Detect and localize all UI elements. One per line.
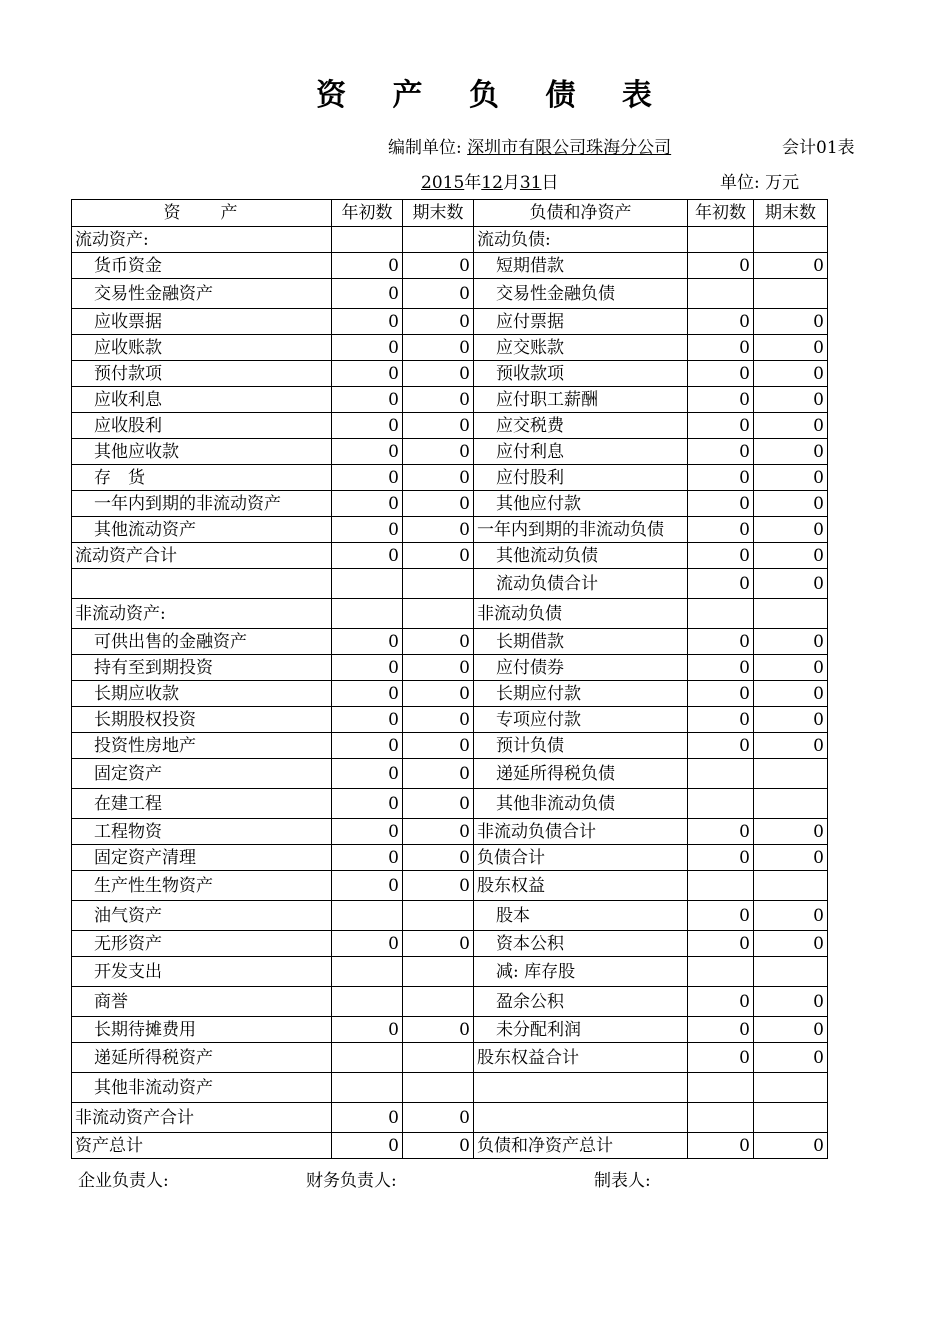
asset-begin — [332, 569, 403, 599]
compiling-unit — [388, 133, 671, 158]
liability-end — [754, 957, 828, 987]
table-row — [72, 901, 828, 931]
liability-name: 应付股利 — [474, 465, 688, 491]
liability-name: 盈余公积 — [474, 987, 688, 1017]
asset-begin: 0 — [332, 543, 403, 569]
liability-end: 0 — [754, 733, 828, 759]
asset-end — [403, 957, 474, 987]
liability-name: 流动负债: — [474, 227, 688, 253]
liability-end: 0 — [754, 543, 828, 569]
liability-name: 应付职工薪酬 — [474, 387, 688, 413]
liability-begin: 0 — [688, 491, 754, 517]
asset-name: 存 货 — [72, 465, 332, 491]
asset-begin: 0 — [332, 253, 403, 279]
asset-begin — [332, 599, 403, 629]
liability-end: 0 — [754, 681, 828, 707]
signature-finance-head: 财务负责人: — [306, 1171, 397, 1191]
asset-end: 0 — [403, 1017, 474, 1043]
asset-begin: 0 — [332, 279, 403, 309]
compiling-unit-name: 深圳市有限公司珠海分公司 — [467, 138, 672, 158]
table-row — [72, 279, 828, 309]
asset-end: 0 — [403, 733, 474, 759]
liability-end: 0 — [754, 901, 828, 931]
asset-name: 其他非流动资产 — [72, 1073, 332, 1103]
asset-begin: 0 — [332, 733, 403, 759]
table-row — [72, 335, 828, 361]
asset-name: 商誉 — [72, 987, 332, 1017]
month-suffix: 月 — [502, 173, 520, 193]
asset-end: 0 — [403, 543, 474, 569]
liability-end — [754, 227, 828, 253]
asset-begin — [332, 227, 403, 253]
liability-end — [754, 1103, 828, 1133]
asset-name: 工程物资 — [72, 819, 332, 845]
asset-begin — [332, 957, 403, 987]
liability-name: 股本 — [474, 901, 688, 931]
liability-end: 0 — [754, 413, 828, 439]
liability-begin: 0 — [688, 413, 754, 439]
table-row — [72, 845, 828, 871]
asset-begin — [332, 987, 403, 1017]
asset-name: 一年内到期的非流动资产 — [72, 491, 332, 517]
liability-begin: 0 — [688, 387, 754, 413]
asset-end: 0 — [403, 439, 474, 465]
signature-company-head: 企业负责人: — [78, 1171, 169, 1191]
asset-end: 0 — [403, 681, 474, 707]
asset-end — [403, 227, 474, 253]
asset-begin: 0 — [332, 1017, 403, 1043]
liability-name: 应交账款 — [474, 335, 688, 361]
liability-begin: 0 — [688, 681, 754, 707]
liability-begin — [688, 957, 754, 987]
table-row — [72, 1073, 828, 1103]
asset-end: 0 — [403, 361, 474, 387]
liability-name: 长期借款 — [474, 629, 688, 655]
liability-begin: 0 — [688, 335, 754, 361]
asset-end: 0 — [403, 309, 474, 335]
liability-name — [474, 1073, 688, 1103]
compiling-unit-label: 编制单位: — [388, 138, 462, 158]
table-row — [72, 789, 828, 819]
asset-begin — [332, 901, 403, 931]
asset-begin: 0 — [332, 413, 403, 439]
asset-begin: 0 — [332, 517, 403, 543]
liability-begin: 0 — [688, 517, 754, 543]
liability-name: 股东权益 — [474, 871, 688, 901]
asset-begin: 0 — [332, 387, 403, 413]
table-row — [72, 1017, 828, 1043]
asset-begin: 0 — [332, 629, 403, 655]
liability-begin: 0 — [688, 309, 754, 335]
liability-end: 0 — [754, 517, 828, 543]
liability-end: 0 — [754, 931, 828, 957]
table-row — [72, 569, 828, 599]
liability-end — [754, 1073, 828, 1103]
report-month: 12 — [481, 173, 503, 193]
col-header-asset-end: 期末数 — [403, 200, 474, 227]
liability-begin: 0 — [688, 707, 754, 733]
currency-unit: 单位: 万元 — [720, 173, 800, 193]
liability-end: 0 — [754, 361, 828, 387]
col-header-assets: 资 产 — [72, 200, 332, 227]
liability-end: 0 — [754, 253, 828, 279]
liability-end — [754, 599, 828, 629]
liability-name: 预计负债 — [474, 733, 688, 759]
table-row — [72, 361, 828, 387]
asset-name: 可供出售的金融资产 — [72, 629, 332, 655]
asset-name: 长期股权投资 — [72, 707, 332, 733]
liability-begin: 0 — [688, 733, 754, 759]
liability-begin — [688, 789, 754, 819]
liability-begin — [688, 1073, 754, 1103]
liability-end: 0 — [754, 335, 828, 361]
liability-begin: 0 — [688, 987, 754, 1017]
asset-name: 其他应收款 — [72, 439, 332, 465]
asset-name: 预付款项 — [72, 361, 332, 387]
liability-name: 一年内到期的非流动负债 — [474, 517, 688, 543]
asset-begin: 0 — [332, 819, 403, 845]
liability-name: 递延所得税负债 — [474, 759, 688, 789]
liability-end — [754, 789, 828, 819]
table-row — [72, 733, 828, 759]
asset-end: 0 — [403, 707, 474, 733]
report-year: 2015 — [421, 173, 465, 193]
asset-end: 0 — [403, 845, 474, 871]
asset-name: 生产性生物资产 — [72, 871, 332, 901]
asset-end — [403, 901, 474, 931]
liability-name: 应付票据 — [474, 309, 688, 335]
asset-end: 0 — [403, 413, 474, 439]
asset-end: 0 — [403, 279, 474, 309]
asset-name: 资产总计 — [72, 1133, 332, 1159]
asset-begin: 0 — [332, 309, 403, 335]
page-title: 资 产 负 债 表 — [316, 78, 670, 113]
asset-begin: 0 — [332, 789, 403, 819]
asset-end: 0 — [403, 1103, 474, 1133]
report-day: 31 — [519, 173, 542, 193]
liability-end: 0 — [754, 1133, 828, 1159]
liability-name: 负债合计 — [474, 845, 688, 871]
asset-name: 流动资产合计 — [72, 543, 332, 569]
asset-end: 0 — [403, 871, 474, 901]
asset-name: 应收账款 — [72, 335, 332, 361]
liability-begin: 0 — [688, 543, 754, 569]
table-row — [72, 819, 828, 845]
day-suffix: 日 — [541, 173, 559, 193]
liability-end: 0 — [754, 387, 828, 413]
liability-name: 其他流动负债 — [474, 543, 688, 569]
liability-begin: 0 — [688, 901, 754, 931]
liability-begin: 0 — [688, 629, 754, 655]
liability-begin: 0 — [688, 655, 754, 681]
liability-begin: 0 — [688, 1017, 754, 1043]
table-row — [72, 1103, 828, 1133]
liability-begin: 0 — [688, 931, 754, 957]
liability-name: 股东权益合计 — [474, 1043, 688, 1073]
liability-end: 0 — [754, 491, 828, 517]
asset-end: 0 — [403, 491, 474, 517]
asset-name: 在建工程 — [72, 789, 332, 819]
table-row — [72, 227, 828, 253]
asset-begin: 0 — [332, 491, 403, 517]
liability-begin: 0 — [688, 845, 754, 871]
table-row — [72, 987, 828, 1017]
table-row — [72, 465, 828, 491]
asset-begin: 0 — [332, 465, 403, 491]
asset-end: 0 — [403, 655, 474, 681]
liability-name: 短期借款 — [474, 253, 688, 279]
liability-begin: 0 — [688, 465, 754, 491]
liability-name: 应付债券 — [474, 655, 688, 681]
asset-end — [403, 1043, 474, 1073]
table-row — [72, 253, 828, 279]
liability-name: 其他非流动负债 — [474, 789, 688, 819]
asset-end: 0 — [403, 253, 474, 279]
liability-end: 0 — [754, 465, 828, 491]
asset-name: 非流动资产合计 — [72, 1103, 332, 1133]
asset-name: 固定资产 — [72, 759, 332, 789]
asset-begin: 0 — [332, 759, 403, 789]
liability-name — [474, 1103, 688, 1133]
asset-name: 长期待摊费用 — [72, 1017, 332, 1043]
liability-name: 资本公积 — [474, 931, 688, 957]
liability-begin — [688, 1103, 754, 1133]
asset-begin: 0 — [332, 1103, 403, 1133]
liability-name: 其他应付款 — [474, 491, 688, 517]
liability-name: 非流动负债 — [474, 599, 688, 629]
liability-end: 0 — [754, 439, 828, 465]
liability-end — [754, 279, 828, 309]
liability-name: 应付利息 — [474, 439, 688, 465]
asset-name: 投资性房地产 — [72, 733, 332, 759]
asset-begin: 0 — [332, 655, 403, 681]
asset-name: 非流动资产: — [72, 599, 332, 629]
asset-begin: 0 — [332, 681, 403, 707]
liability-begin — [688, 599, 754, 629]
table-row — [72, 759, 828, 789]
table-row — [72, 543, 828, 569]
col-header-liab-end: 期末数 — [754, 200, 828, 227]
liability-end: 0 — [754, 309, 828, 335]
liability-begin — [688, 227, 754, 253]
asset-end: 0 — [403, 629, 474, 655]
report-date — [421, 168, 559, 193]
asset-begin — [332, 1073, 403, 1103]
asset-end — [403, 987, 474, 1017]
liability-end: 0 — [754, 1017, 828, 1043]
asset-name: 递延所得税资产 — [72, 1043, 332, 1073]
table-row — [72, 957, 828, 987]
asset-end: 0 — [403, 517, 474, 543]
liability-name: 应交税费 — [474, 413, 688, 439]
liability-name: 交易性金融负债 — [474, 279, 688, 309]
liability-end: 0 — [754, 845, 828, 871]
table-row — [72, 629, 828, 655]
table-row — [72, 681, 828, 707]
liability-begin: 0 — [688, 253, 754, 279]
liability-begin — [688, 759, 754, 789]
asset-begin: 0 — [332, 931, 403, 957]
asset-end: 0 — [403, 759, 474, 789]
form-code: 会计01表 — [782, 138, 855, 158]
asset-end: 0 — [403, 465, 474, 491]
liability-end — [754, 759, 828, 789]
liability-begin: 0 — [688, 361, 754, 387]
asset-begin: 0 — [332, 361, 403, 387]
asset-end: 0 — [403, 335, 474, 361]
table-row — [72, 309, 828, 335]
asset-end: 0 — [403, 1133, 474, 1159]
asset-name: 应收票据 — [72, 309, 332, 335]
liability-end: 0 — [754, 655, 828, 681]
asset-end: 0 — [403, 931, 474, 957]
table-row — [72, 1043, 828, 1073]
liability-name: 减: 库存股 — [474, 957, 688, 987]
table-row — [72, 439, 828, 465]
table-row — [72, 517, 828, 543]
liability-end — [754, 871, 828, 901]
asset-name: 持有至到期投资 — [72, 655, 332, 681]
liability-begin: 0 — [688, 569, 754, 599]
asset-end — [403, 569, 474, 599]
asset-name — [72, 569, 332, 599]
asset-begin: 0 — [332, 707, 403, 733]
asset-name: 其他流动资产 — [72, 517, 332, 543]
asset-end: 0 — [403, 387, 474, 413]
asset-name: 流动资产: — [72, 227, 332, 253]
asset-end — [403, 1073, 474, 1103]
asset-begin: 0 — [332, 335, 403, 361]
signature-preparer: 制表人: — [594, 1171, 651, 1191]
liability-begin: 0 — [688, 1133, 754, 1159]
liability-name: 预收款项 — [474, 361, 688, 387]
liability-name: 非流动负债合计 — [474, 819, 688, 845]
asset-begin: 0 — [332, 439, 403, 465]
liability-begin — [688, 871, 754, 901]
asset-name: 应收股利 — [72, 413, 332, 439]
asset-name: 固定资产清理 — [72, 845, 332, 871]
liability-end: 0 — [754, 629, 828, 655]
liability-name: 负债和净资产总计 — [474, 1133, 688, 1159]
table-row — [72, 491, 828, 517]
table-row — [72, 387, 828, 413]
table-row — [72, 413, 828, 439]
asset-begin: 0 — [332, 1133, 403, 1159]
table-row — [72, 655, 828, 681]
liability-end: 0 — [754, 1043, 828, 1073]
col-header-asset-begin: 年初数 — [332, 200, 403, 227]
asset-begin — [332, 1043, 403, 1073]
asset-name: 应收利息 — [72, 387, 332, 413]
table-row — [72, 599, 828, 629]
liability-end: 0 — [754, 569, 828, 599]
asset-end — [403, 599, 474, 629]
asset-name: 开发支出 — [72, 957, 332, 987]
asset-name: 货币资金 — [72, 253, 332, 279]
liability-end: 0 — [754, 819, 828, 845]
liability-begin: 0 — [688, 1043, 754, 1073]
liability-begin: 0 — [688, 439, 754, 465]
liability-begin — [688, 279, 754, 309]
col-header-liabilities: 负债和净资产 — [474, 200, 688, 227]
asset-name: 交易性金融资产 — [72, 279, 332, 309]
asset-begin: 0 — [332, 871, 403, 901]
table-row — [72, 931, 828, 957]
table-row — [72, 707, 828, 733]
asset-name: 无形资产 — [72, 931, 332, 957]
liability-end: 0 — [754, 707, 828, 733]
asset-name: 油气资产 — [72, 901, 332, 931]
table-row — [72, 871, 828, 901]
asset-begin: 0 — [332, 845, 403, 871]
liability-name: 长期应付款 — [474, 681, 688, 707]
liability-begin: 0 — [688, 819, 754, 845]
liability-name: 专项应付款 — [474, 707, 688, 733]
col-header-liab-begin: 年初数 — [688, 200, 754, 227]
asset-end: 0 — [403, 819, 474, 845]
liability-name: 流动负债合计 — [474, 569, 688, 599]
year-suffix: 年 — [464, 173, 482, 193]
liability-end: 0 — [754, 987, 828, 1017]
balance-sheet-table — [71, 199, 828, 1159]
asset-end: 0 — [403, 789, 474, 819]
liability-name: 未分配利润 — [474, 1017, 688, 1043]
table-header-row — [72, 200, 828, 227]
table-row — [72, 1133, 828, 1159]
asset-name: 长期应收款 — [72, 681, 332, 707]
